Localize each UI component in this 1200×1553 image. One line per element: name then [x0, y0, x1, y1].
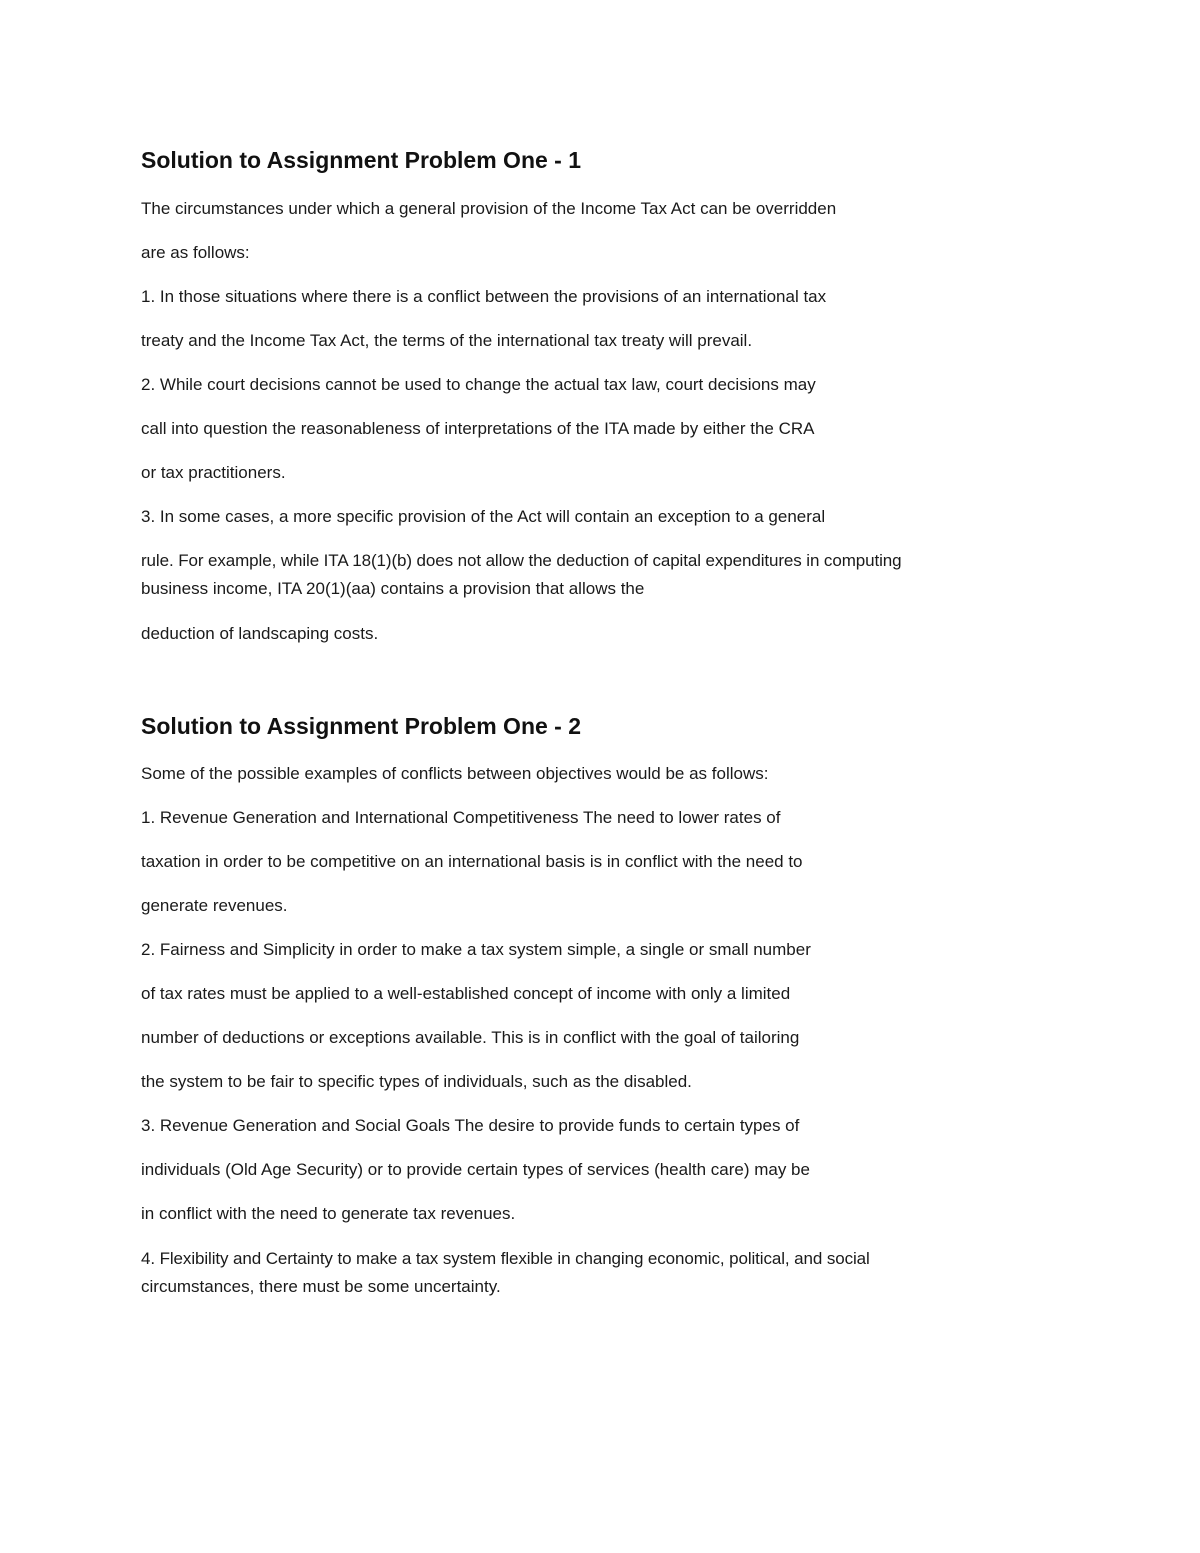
section-2-line: in conflict with the need to generate tax revenues.	[141, 1204, 516, 1223]
section-2-line: Some of the possible examples of conflicts between objectives would be as follows:	[141, 764, 769, 783]
section-2-line: of tax rates must be applied to a well-established concept of income with only a limited	[141, 984, 791, 1003]
section-1-line: 1. In those situations where there is a conflict between the provisions of an international tax	[141, 287, 827, 306]
section-1-line: deduction of landscaping costs.	[141, 624, 379, 643]
section-2-heading: Solution to Assignment Problem One - 2	[141, 713, 582, 739]
section-1-line: are as follows:	[141, 243, 250, 262]
section-2-line: 2. Fairness and Simplicity in order to make a tax system simple, a single or small number	[141, 940, 811, 959]
section-1-line: The circumstances under which a general provision of the Income Tax Act can be overridden	[141, 199, 837, 218]
section-1-line: rule. For example, while ITA 18(1)(b) does not allow the deduction of capital expenditures in computing	[141, 551, 902, 570]
section-1-line: business income, ITA 20(1)(aa) contains a provision that allows the	[141, 579, 645, 598]
section-1-line: 3. In some cases, a more specific provision of the Act will contain an exception to a general	[141, 507, 826, 526]
section-1-line: or tax practitioners.	[141, 463, 286, 482]
section-1-heading: Solution to Assignment Problem One - 1	[141, 147, 582, 173]
section-1-line: call into question the reasonableness of interpretations of the ITA made by either the CRA	[141, 419, 815, 438]
section-2-line: number of deductions or exceptions available. This is in conflict with the goal of tailoring	[141, 1028, 800, 1047]
section-2-line: circumstances, there must be some uncertainty.	[141, 1277, 501, 1296]
section-2-line: taxation in order to be competitive on an international basis is in conflict with the need to	[141, 852, 803, 871]
section-2-line: 3. Revenue Generation and Social Goals The desire to provide funds to certain types of	[141, 1116, 800, 1135]
section-2-line: generate revenues.	[141, 896, 288, 915]
section-1-line: treaty and the Income Tax Act, the terms of the international tax treaty will prevail.	[141, 331, 753, 350]
section-2-line: 1. Revenue Generation and International Competitiveness The need to lower rates of	[141, 808, 781, 827]
section-2-line: the system to be fair to specific types of individuals, such as the disabled.	[141, 1072, 692, 1091]
section-1-line: 2. While court decisions cannot be used to change the actual tax law, court decisions may	[141, 375, 816, 394]
section-2-line: 4. Flexibility and Certainty to make a tax system flexible in changing economic, political, and social	[141, 1249, 870, 1268]
section-2-line: individuals (Old Age Security) or to provide certain types of services (health care) may be	[141, 1160, 810, 1179]
